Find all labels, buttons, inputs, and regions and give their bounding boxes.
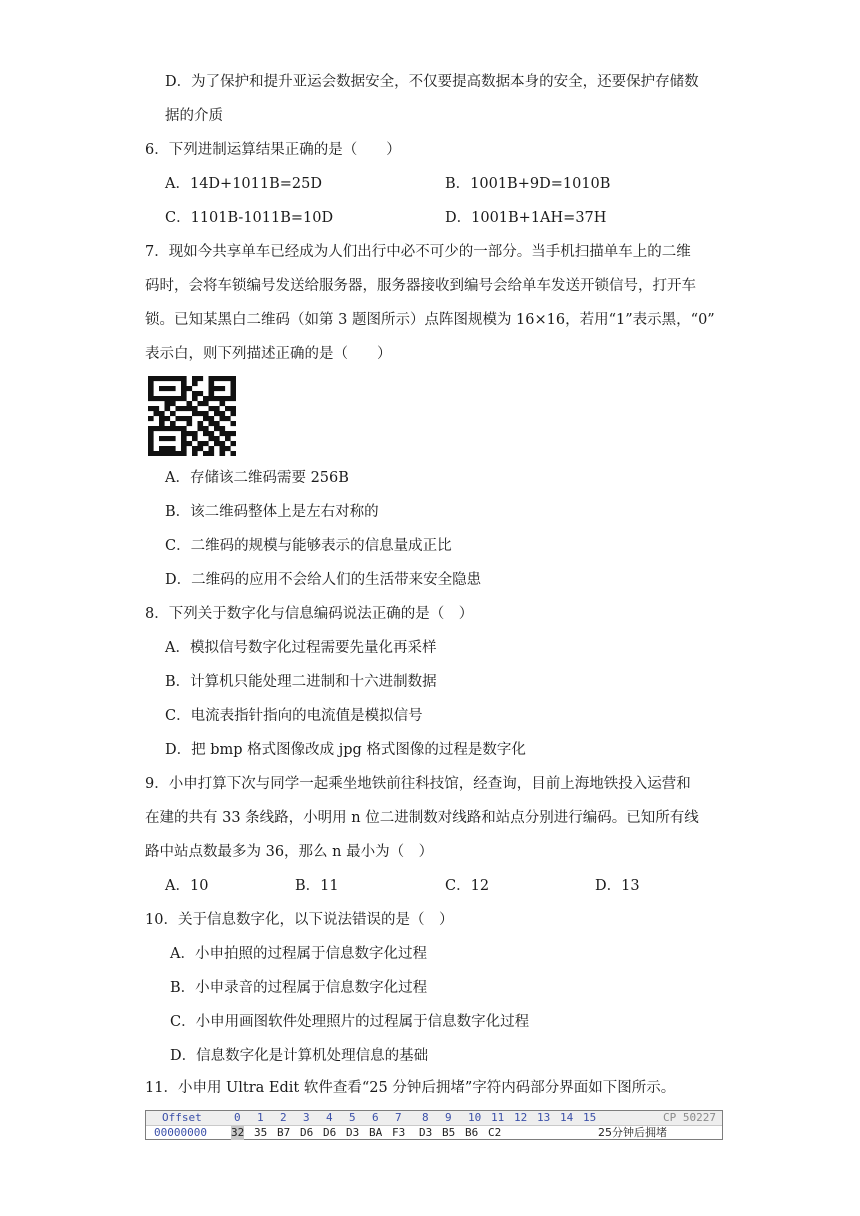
q8-option-d: D．把 bmp 格式图像改成 jpg 格式图像的过程是数字化 <box>165 742 526 758</box>
q8-option-a: A．模拟信号数字化过程需要先量化再采样 <box>165 640 437 656</box>
q11-stem: 11．小申用 Ultra Edit 软件查看“25 分钟后拥堵”字符内码部分界面如下图所示。 <box>145 1080 676 1096</box>
q7-option-c: C．二维码的规模与能够表示的信息量成正比 <box>165 538 452 554</box>
q5-option-d-line2: 据的介质 <box>165 108 223 124</box>
q8-option-c: C．电流表指针指向的电流值是模拟信号 <box>165 708 423 724</box>
q7-option-a: A．存储该二维码需要 256B <box>165 470 349 486</box>
hex-byte-cell[interactable]: BA <box>369 1126 383 1139</box>
hex-column-header: 6 <box>372 1111 379 1124</box>
hex-column-header: 2 <box>280 1111 287 1124</box>
qr-code-image <box>148 376 236 456</box>
q7-stem-line3: 锁。已知某黑白二维码（如第 3 题图所示）点阵图规模为 16×16，若用“1”表示黑，“0” <box>145 312 715 328</box>
q8-stem: 8．下列关于数字化与信息编码说法正确的是（ ） <box>145 606 474 622</box>
codepage-label: CP 50227 <box>663 1111 716 1124</box>
hex-byte-cell[interactable]: B5 <box>442 1126 456 1139</box>
q7-stem-line2: 码时，会将车锁编号发送给服务器，服务器接收到编号会给单车发送开锁信号，打开车 <box>145 278 696 294</box>
hex-byte-cell[interactable]: B6 <box>465 1126 479 1139</box>
hex-column-header: 0 <box>234 1111 241 1124</box>
q9-option-c: C．12 <box>445 878 490 894</box>
hex-column-header: 12 <box>514 1111 528 1124</box>
hex-text-preview: 25分钟后拥堵 <box>598 1126 667 1139</box>
hex-column-header: 3 <box>303 1111 310 1124</box>
hex-column-header: 4 <box>326 1111 333 1124</box>
hex-editor-view <box>145 1110 723 1140</box>
hex-column-header: 7 <box>395 1111 402 1124</box>
hex-byte-cell[interactable]: 32 <box>231 1126 245 1139</box>
q10-option-c: C．小申用画图软件处理照片的过程属于信息数字化过程 <box>170 1014 530 1030</box>
q8-option-b: B．计算机只能处理二进制和十六进制数据 <box>165 674 437 690</box>
hex-byte-cell[interactable]: D6 <box>323 1126 337 1139</box>
hex-byte-cell[interactable]: D6 <box>300 1126 314 1139</box>
hex-data-row <box>146 1126 722 1140</box>
hex-column-header: 10 <box>468 1111 482 1124</box>
q10-option-b: B．小申录音的过程属于信息数字化过程 <box>170 980 428 996</box>
hex-byte-cell[interactable]: B7 <box>277 1126 291 1139</box>
q6-option-d: D．1001B+1AH=37H <box>445 210 607 226</box>
hex-column-header: 8 <box>422 1111 429 1124</box>
q9-stem-line3: 路中站点数最多为 36，那么 n 最小为（ ） <box>145 844 434 860</box>
hex-byte-cell[interactable]: D3 <box>346 1126 360 1139</box>
q6-stem: 6．下列进制运算结果正确的是（ ） <box>145 142 401 158</box>
hex-column-header: 9 <box>445 1111 452 1124</box>
q7-option-b: B．该二维码整体上是左右对称的 <box>165 504 379 520</box>
hex-byte-cell[interactable]: F3 <box>392 1126 406 1139</box>
q6-option-b: B．1001B+9D=1010B <box>445 176 611 192</box>
hex-column-header: 1 <box>257 1111 264 1124</box>
q7-stem-line4: 表示白，则下列描述正确的是（ ） <box>145 346 392 362</box>
q5-option-d-line1: D．为了保护和提升亚运会数据安全，不仅要提高数据本身的安全，还要保护存储数 <box>165 74 699 90</box>
q7-stem-line1: 7．现如今共享单车已经成为人们出行中必不可少的一部分。当手机扫描单车上的二维 <box>145 244 691 260</box>
q10-option-d: D．信息数字化是计算机处理信息的基础 <box>170 1048 429 1064</box>
offset-label: Offset <box>162 1111 202 1124</box>
q9-stem-line1: 9．小申打算下次与同学一起乘坐地铁前往科技馆，经查询，目前上海地铁投入运营和 <box>145 776 691 792</box>
q6-option-a: A．14D+1011B=25D <box>165 176 322 192</box>
q10-stem: 10．关于信息数字化，以下说法错误的是（ ） <box>145 912 454 928</box>
q7-option-d: D．二维码的应用不会给人们的生活带来安全隐患 <box>165 572 482 588</box>
hex-column-header: 11 <box>491 1111 505 1124</box>
hex-byte-cell[interactable]: 35 <box>254 1126 268 1139</box>
q10-option-a: A．小申拍照的过程属于信息数字化过程 <box>170 946 427 962</box>
hex-column-header: 13 <box>537 1111 551 1124</box>
hex-byte-cell[interactable]: D3 <box>419 1126 433 1139</box>
q9-option-d: D．13 <box>595 878 640 894</box>
hex-byte-cell[interactable]: C2 <box>488 1126 502 1139</box>
hex-column-header: 15 <box>583 1111 597 1124</box>
hex-column-header: 5 <box>349 1111 356 1124</box>
q9-option-b: B．11 <box>295 878 339 894</box>
hex-column-header: 14 <box>560 1111 574 1124</box>
row-offset: 00000000 <box>154 1126 207 1139</box>
q9-stem-line2: 在建的共有 33 条线路，小明用 n 位二进制数对线路和站点分别进行编码。已知所有线 <box>145 810 699 826</box>
hex-header-row <box>146 1111 722 1126</box>
q9-option-a: A．10 <box>165 878 209 894</box>
q6-option-c: C．1101B-1011B=10D <box>165 210 334 226</box>
